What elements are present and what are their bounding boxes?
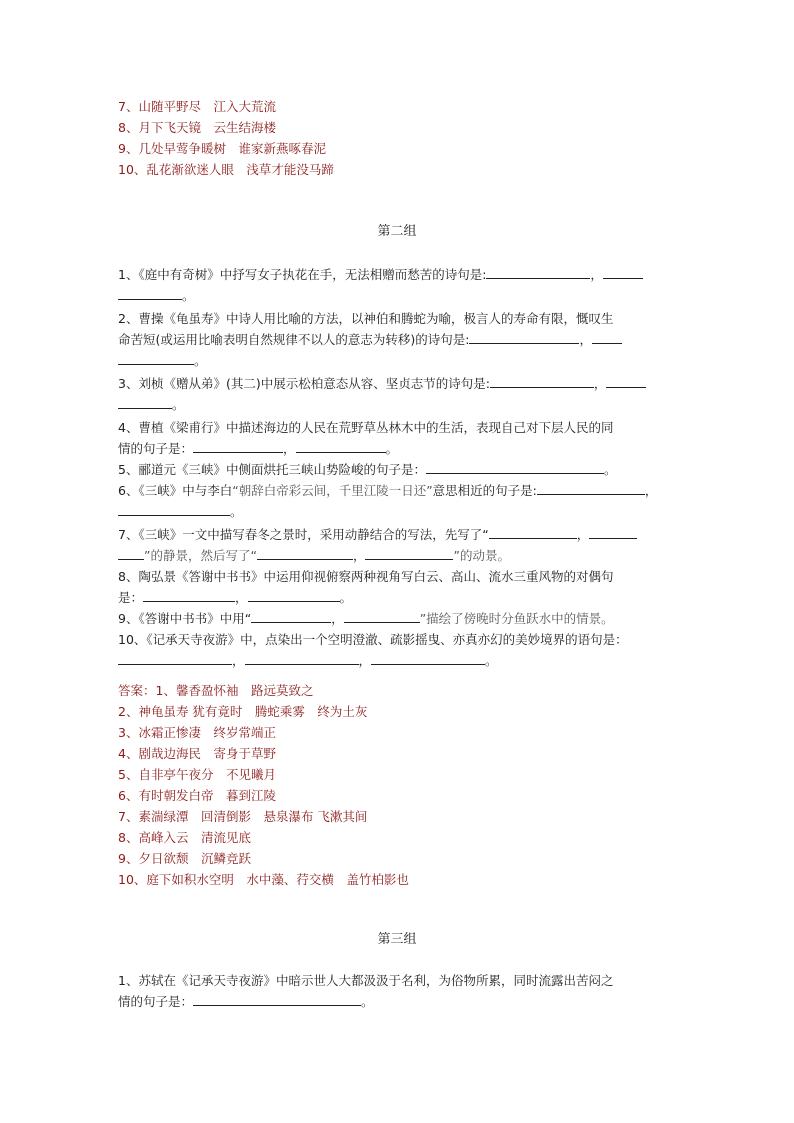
question-4: 4、曹植《梁甫行》中描述海边的人民在荒野草丛林木中的生活，表现自己对下层人民的同 bbox=[118, 420, 614, 435]
answer-line: 答案：1、馨香盈怀袖 路远莫致之 bbox=[118, 683, 314, 698]
answer-blank[interactable] bbox=[248, 589, 340, 602]
question-1: 1、苏轼在《记承天寺夜游》中暗示世人大都汲汲于名利，为俗物所累，同时流露出苦闷之 bbox=[118, 973, 614, 988]
answer-blank[interactable] bbox=[118, 396, 172, 409]
answer-line: 3、冰霜正惨凄 终岁常端正 bbox=[118, 725, 276, 740]
question-9: 9、《答谢中书书》中用“ ， ”描绘了傍晚时分鱼跃水中的情景。 bbox=[118, 611, 614, 626]
answer-line: 6、有时朝发白帝 暮到江陵 bbox=[118, 788, 276, 803]
answer-line: 4、剧哉边海民 寄身于草野 bbox=[118, 746, 276, 761]
answer-blank[interactable] bbox=[118, 652, 232, 665]
group3-heading: 第三组 bbox=[377, 932, 417, 947]
group2-questions: 1、《庭中有奇树》中抒写女子执花在手，无法相赠而愁苦的诗句是: ， 。 2、曹操《龟虽寿》中诗人用比喻的方法，以神伯和腾蛇为喻，极言人的寿命有限，慨叹生 命苦短(或运用比喻表明自然规律不以人的意志为转移)的诗句是: ， 。 3、刘桢《赠从弟》(其二)中展示松柏意态从容、坚贞志节的诗句是: ， 。 4、曹植《梁甫行》中描述海边的人民在荒野草丛林木中的生活，表现自己对下层人民的同 情的句子是： ， 。 5、郦道元《三峡》中侧面烘托三峡山势险峻的句子是： 。 6、《三峡》中与李白“朝辞白帝彩云间，千里江陵一日还”意思相近的句子是: ， 。 7、《三峡》一文中描写春冬之景时，采用动静结合的写法，先写了“ ， ”的静景，然后写了“ ， ”的动景。 8、陶弘景《答谢中书书》中运用仰视俯察两种视角写白云、高山、流水三重风物的对偶句 是： ， 。 9、《答谢中书书》中用“ ， ”描绘了傍晚时分鱼跃水中的情景。 10、《记承天寺夜游》中，点染出一个空明澄澈、疏影摇曳、亦真亦幻的美妙境界的语句是： ， ， 。 bbox=[118, 264, 678, 671]
answer-blank[interactable] bbox=[193, 440, 283, 453]
answer-blank[interactable] bbox=[486, 266, 590, 279]
answer-line: 7、山随平野尽 江入大荒流 bbox=[118, 99, 276, 114]
answer-blank[interactable] bbox=[245, 652, 359, 665]
answer-blank[interactable] bbox=[490, 375, 594, 388]
question-5: 5、郦道元《三峡》中侧面烘托三峡山势险峻的句子是： 。 bbox=[118, 462, 617, 477]
answer-blank[interactable] bbox=[489, 526, 577, 539]
question-6: 6、《三峡》中与李白“朝辞白帝彩云间，千里江陵一日还”意思相近的句子是: ， bbox=[118, 483, 658, 498]
answer-blank[interactable] bbox=[296, 440, 386, 453]
answer-line: 2、神龟虽寿 犹有竟时 腾蛇乘雾 终为土灰 bbox=[118, 704, 368, 719]
answer-blank[interactable] bbox=[426, 461, 604, 474]
answer-blank[interactable] bbox=[118, 547, 144, 560]
question-3: 3、刘桢《赠从弟》(其二)中展示松柏意态从容、坚贞志节的诗句是: ， bbox=[118, 373, 678, 394]
question-8: 8、陶弘景《答谢中书书》中运用仰视俯察两种视角写白云、高山、流水三重风物的对偶句 bbox=[118, 569, 614, 584]
answer-line: 10、庭下如积水空明 水中藻、荇交横 盖竹柏影也 bbox=[118, 872, 409, 887]
group2-heading: 第二组 bbox=[377, 224, 417, 239]
group3-questions: 1、苏轼在《记承天寺夜游》中暗示世人大都汲汲于名利，为俗物所累，同时流露出苦闷之 情的句子是： 。 bbox=[118, 970, 678, 1012]
question-7: 7、《三峡》一文中描写春冬之景时，采用动静结合的写法，先写了“ ， bbox=[118, 524, 678, 545]
answer-blank[interactable] bbox=[592, 331, 622, 344]
answer-blank[interactable] bbox=[257, 547, 353, 560]
answer-blank[interactable] bbox=[251, 610, 331, 623]
question-1: 1、《庭中有奇树》中抒写女子执花在手，无法相赠而愁苦的诗句是: ， bbox=[118, 264, 678, 285]
answer-blank[interactable] bbox=[537, 482, 645, 495]
previous-answers bbox=[118, 96, 678, 180]
answer-line: 10、乱花渐欲迷人眼 浅草才能没马蹄 bbox=[118, 162, 334, 177]
answer-blank[interactable] bbox=[118, 352, 194, 365]
answer-line: 8、月下飞天镜 云生结海楼 bbox=[118, 120, 276, 135]
answer-line: 7、素湍绿潭 回清倒影 悬泉瀑布 飞漱其间 bbox=[118, 809, 368, 824]
answer-blank[interactable] bbox=[589, 526, 637, 539]
question-2: 2、曹操《龟虽寿》中诗人用比喻的方法，以神伯和腾蛇为喻，极言人的寿命有限，慨叹生 bbox=[118, 311, 614, 326]
answer-blank[interactable] bbox=[603, 266, 643, 279]
group2-answers bbox=[118, 680, 678, 890]
answer-blank[interactable] bbox=[371, 652, 485, 665]
answer-blank[interactable] bbox=[143, 589, 235, 602]
answer-line: 8、高峰入云 清流见底 bbox=[118, 830, 251, 845]
answer-blank[interactable] bbox=[118, 503, 230, 516]
question-10: 10、《记承天寺夜游》中，点染出一个空明澄澈、疏影摇曳、亦真亦幻的美妙境界的语句是： bbox=[118, 632, 628, 647]
answer-blank[interactable] bbox=[118, 287, 182, 300]
answer-blank[interactable] bbox=[365, 547, 453, 560]
answer-line: 9、几处早莺争暖树 谁家新燕啄春泥 bbox=[118, 141, 326, 156]
answer-blank[interactable] bbox=[193, 993, 361, 1006]
answer-blank[interactable] bbox=[469, 331, 579, 344]
answer-line: 5、自非亭午夜分 不见曦月 bbox=[118, 767, 276, 782]
answer-line: 9、夕日欲颓 沉鳞竞跃 bbox=[118, 851, 251, 866]
answer-blank[interactable] bbox=[344, 610, 420, 623]
answer-blank[interactable] bbox=[606, 375, 646, 388]
